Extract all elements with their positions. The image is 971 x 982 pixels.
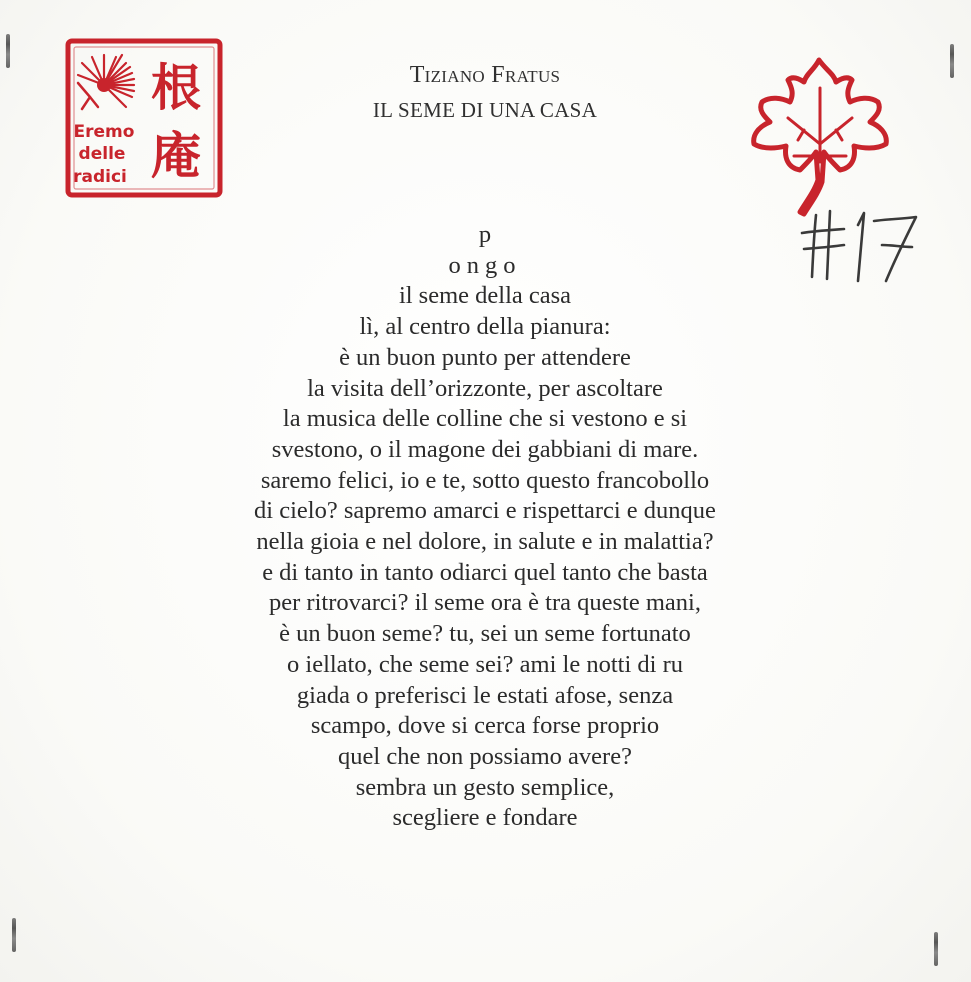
poem-line: il seme della casa (398, 282, 572, 310)
seal-cjk-character: 根 (151, 59, 201, 117)
seal-cjk-character: 庵 (151, 127, 201, 185)
poem-line: scegliere e fondare (392, 804, 578, 832)
poem-line: è un buon punto per attendere (339, 343, 631, 371)
poem-line: è un buon seme? tu, sei un seme fortunato (279, 620, 691, 648)
staple-mark (12, 918, 16, 952)
poem-body (140, 220, 830, 834)
sunburst-seal-icon (64, 37, 224, 199)
seal-text-line: delle (78, 144, 126, 164)
poem-line: p (478, 221, 492, 248)
author-name: Tiziano Fratus (409, 62, 561, 88)
poem-line: svestono, o il magone dei gabbiani di mare. (271, 435, 699, 463)
page-header (300, 58, 670, 128)
poem-line: sembra un gesto semplice, (355, 773, 615, 801)
poem-line: di cielo? sapremo amarci e rispettarci e dunque (254, 497, 716, 525)
poem-line: saremo felici, io e te, sotto questo francobollo (260, 466, 710, 494)
poem-line: scampo, dove si cerca forse proprio (310, 712, 660, 740)
poem-line: nella gioia e nel dolore, in salute e in malattia? (256, 528, 714, 556)
poem-line: o iellato, che seme sei? ami le notti di ru (287, 650, 683, 678)
seal-text-line: Eremo (73, 122, 135, 142)
poem-line: quel che non possiamo avere? (338, 742, 632, 770)
staple-mark (950, 44, 954, 78)
poem-line: la musica delle colline che si vestono e si (282, 405, 688, 433)
poem-line: e di tanto in tanto odiarci quel tanto che basta (262, 558, 708, 586)
eremo-delle-radici-seal (64, 37, 224, 199)
poem-line: per ritrovarci? il seme ora è tra queste mani, (269, 589, 701, 617)
poem-line: giada o preferisci le estati afose, senza (296, 681, 674, 709)
poem-line: ongo (448, 251, 522, 279)
staple-mark (934, 932, 938, 966)
staple-mark (6, 34, 10, 68)
poem-line: lì, al centro della pianura: (359, 313, 611, 341)
poem-title: IL SEME DI UNA CASA (372, 98, 598, 122)
poem-line: la visita dell’orizzonte, per ascoltare (307, 374, 663, 402)
seal-text-line: radici (73, 167, 127, 187)
